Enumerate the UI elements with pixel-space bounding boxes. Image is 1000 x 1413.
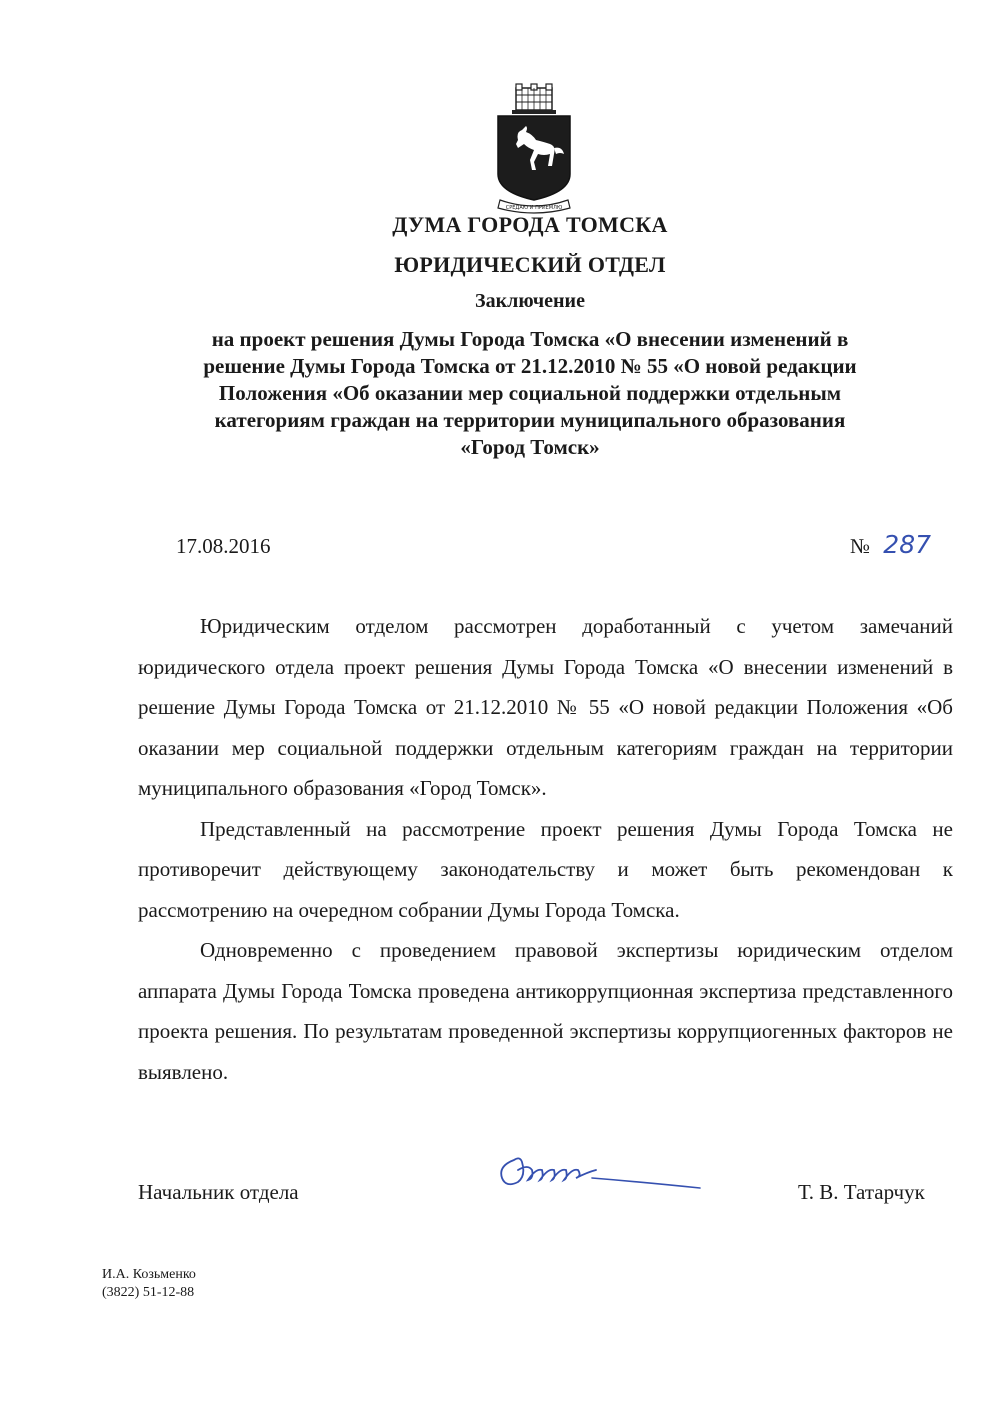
subject-line: на проект решения Думы Города Томска «О внесении изменений в — [211, 327, 849, 351]
document-type: Заключение — [475, 290, 585, 312]
executor-phone: (3822) 51-12-88 — [102, 1285, 195, 1300]
city-coat-of-arms-emblem — [488, 82, 580, 214]
document-number — [850, 530, 931, 559]
subject-line: Положения «Об оказании мер социальной поддержки отдельным — [218, 381, 842, 405]
signer-position: Начальник отдела — [138, 1180, 299, 1204]
emblem-crown — [512, 84, 556, 114]
executor-name: И.А. Козьменко — [102, 1267, 196, 1282]
emblem-motto: СРЕДАЮ И ПРИЕМЛЮ — [505, 205, 563, 211]
document-date: 17.08.2016 — [176, 534, 271, 558]
subject-line: решение Думы Города Томска от 21.12.2010 № 55 «О новой редакции — [203, 354, 857, 378]
body-paragraph: Представленный на рассмотрение проект решения Думы Города Томска не противоречит действующему законодательству и может быть рекомендован к рассмотрению на очередном собрании Думы Города Томска. — [138, 816, 953, 922]
body-paragraph: Одновременно с проведением правовой экспертизы юридическим отделом аппарата Думы Города Томска проведена антикоррупционная экспертиза представленного проекта решения. По результатам проведенной экспертизы коррупциогенных факторов не выявлено. — [138, 938, 953, 1084]
document-subject — [150, 326, 910, 461]
number-value-handwritten: 287 — [883, 530, 932, 559]
handwritten-signature — [492, 1148, 712, 1200]
department-name: ЮРИДИЧЕСКИЙ ОТДЕЛ — [394, 252, 666, 277]
organization-name: ДУМА ГОРОДА ТОМСКА — [392, 212, 668, 237]
signer-name: Т. В. Татарчук — [798, 1180, 925, 1204]
body-paragraph: Юридическим отделом рассмотрен доработанный с учетом замечаний юридического отдела проект решения Думы Города Томска «О внесении изменений в решение Думы Города Томска от 21.12.2010 № 55 «О новой редакции Положения «Об оказании мер социальной поддержки отдельным категориям граждан на территории муниципального образования «Город Томск». — [138, 614, 953, 800]
executor-info — [102, 1266, 196, 1302]
number-label: № — [850, 534, 871, 558]
subject-line: категориям граждан на территории муниципального образования — [214, 408, 846, 432]
subject-line: «Город Томск» — [460, 435, 600, 459]
document-body — [138, 606, 953, 1092]
